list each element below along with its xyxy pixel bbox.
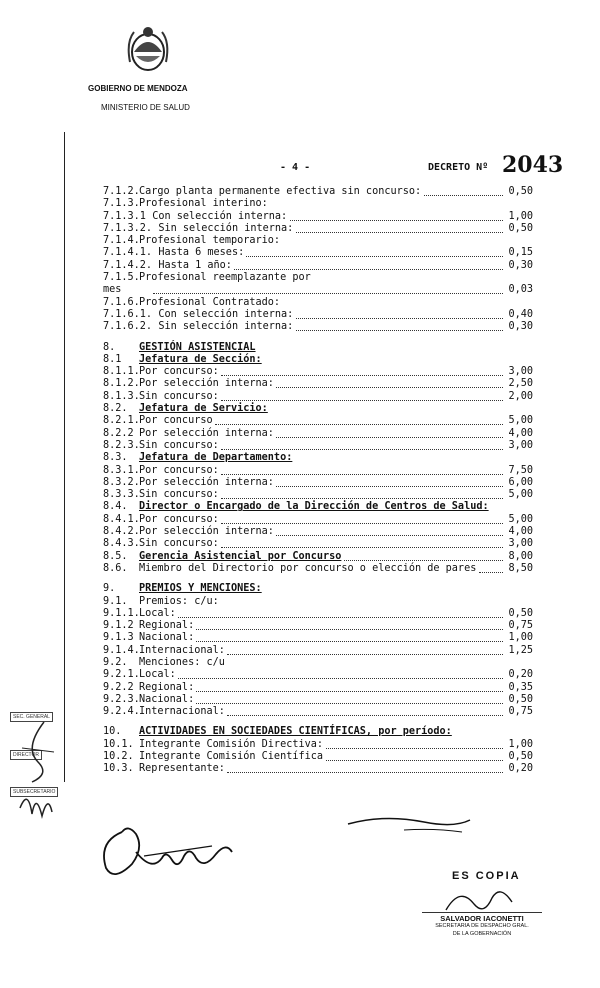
item-text: Profesional interino: xyxy=(139,198,268,210)
table-row xyxy=(103,669,533,681)
table-row xyxy=(103,235,533,247)
copy-signer-title: SECRETARIA DE DESPACHO GRAL. xyxy=(435,923,529,929)
item-code: 7.1.6. xyxy=(103,296,140,308)
item-score: 0,50 xyxy=(508,751,533,763)
table-row xyxy=(103,284,533,296)
item-score: 0,20 xyxy=(508,763,533,775)
margin-initials-signature xyxy=(14,718,60,828)
dot-leader xyxy=(196,629,503,630)
item-text: Integrante Comisión Directiva: xyxy=(139,738,324,750)
item-score: 1,00 xyxy=(508,210,533,222)
table-row xyxy=(103,645,533,657)
item-text: GESTIÓN ASISTENCIAL xyxy=(139,341,256,353)
item-score: 0,30 xyxy=(508,259,533,271)
item-code: 10.1. xyxy=(103,738,134,750)
dot-leader xyxy=(221,400,503,401)
item-text: Por concurso: xyxy=(139,366,219,378)
table-row xyxy=(103,440,533,452)
item-score: 3,00 xyxy=(508,366,533,378)
item-code: 10. xyxy=(103,726,122,738)
item-text: Cargo planta permanente efectiva sin concurso: xyxy=(139,186,422,197)
table-row xyxy=(103,706,533,718)
item-code: 9.1.3 xyxy=(103,632,134,644)
table-row xyxy=(103,489,533,501)
item-text: Por selección interna: xyxy=(139,526,274,538)
table-row xyxy=(103,403,533,415)
item-text: mes xyxy=(103,284,122,296)
item-code: 9.2.3. xyxy=(103,693,140,705)
item-text: Local: xyxy=(139,669,176,681)
table-row xyxy=(103,354,533,366)
item-text: Por concurso xyxy=(139,415,213,427)
table-row xyxy=(103,452,533,464)
item-text: Premios: c/u: xyxy=(139,595,219,607)
item-text: Sin concurso: xyxy=(139,489,219,501)
item-text: Internacional: xyxy=(139,706,225,718)
item-text: Local: xyxy=(139,607,176,619)
item-score: 0,50 xyxy=(508,222,533,234)
item-code: 8. xyxy=(103,341,116,353)
item-code: 8.5. xyxy=(103,550,128,562)
dot-leader xyxy=(196,641,503,642)
item-code: 8.3. xyxy=(103,452,128,464)
table-row xyxy=(103,198,533,210)
item-score: 0,75 xyxy=(508,706,533,718)
item-text: Jefatura de Departamento: xyxy=(139,452,293,464)
dot-leader xyxy=(178,617,503,618)
item-text: Gerencia Asistencial por Concurso xyxy=(139,550,342,562)
item-code: 7.1.4.1. xyxy=(103,247,153,259)
handwritten-signature-copia xyxy=(440,880,520,916)
item-code: 8.1.2. xyxy=(103,378,140,390)
item-code: 7.1.3.2. xyxy=(103,222,153,234)
item-text: Representante: xyxy=(139,763,225,775)
item-score: 3,00 xyxy=(508,538,533,550)
item-text: Profesional temporario: xyxy=(139,235,281,247)
decreto-number: 2043 xyxy=(502,152,564,178)
dot-leader xyxy=(276,535,503,536)
scoring-table xyxy=(103,186,533,776)
item-score: 5,00 xyxy=(508,513,533,525)
dot-leader xyxy=(479,572,503,573)
item-code: 10.2. xyxy=(103,751,134,763)
table-row xyxy=(103,682,533,694)
table-row xyxy=(103,694,533,706)
table-row xyxy=(103,501,533,513)
dot-leader xyxy=(296,232,503,233)
item-score: 8,50 xyxy=(508,562,533,574)
handwritten-signature-left xyxy=(92,812,242,892)
item-text: Integrante Comisión Científica xyxy=(139,751,324,763)
table-row xyxy=(103,538,533,550)
item-text: Sin concurso: xyxy=(139,390,219,402)
item-code: 7.1.5. xyxy=(103,272,140,284)
item-code: 8.3.3. xyxy=(103,489,140,501)
table-row xyxy=(103,657,533,669)
item-code: 9.1.1. xyxy=(103,607,140,619)
item-code: 9.1. xyxy=(103,595,128,607)
table-row xyxy=(103,632,533,644)
dot-leader xyxy=(276,486,503,487)
item-text: Sin concurso: xyxy=(139,439,219,451)
item-text: Jefatura de Servicio: xyxy=(139,403,268,415)
item-code: 9.2.4. xyxy=(103,706,140,718)
table-row xyxy=(103,428,533,440)
item-code: 9.2.2 xyxy=(103,681,134,693)
item-code: 8.1.3. xyxy=(103,390,140,402)
table-row xyxy=(103,247,533,259)
item-text: Internacional: xyxy=(139,644,225,656)
table-row xyxy=(103,186,533,198)
item-score: 5,00 xyxy=(508,415,533,427)
table-row xyxy=(103,739,533,751)
item-code: 7.1.3.1 xyxy=(103,210,146,222)
dot-leader xyxy=(196,691,503,692)
item-code: 7.1.4. xyxy=(103,235,140,247)
table-row xyxy=(103,223,533,235)
item-text: Sin concurso: xyxy=(139,538,219,550)
stamp-sec-general: SEC. GENERAL xyxy=(10,712,53,722)
item-text: Por concurso: xyxy=(139,464,219,476)
item-score: 3,00 xyxy=(508,439,533,451)
table-row xyxy=(103,272,533,284)
table-row xyxy=(103,211,533,223)
item-score: 1,00 xyxy=(508,632,533,644)
table-row xyxy=(103,366,533,378)
table-row xyxy=(103,563,533,575)
org-name: GOBIERNO DE MENDOZA xyxy=(88,84,188,93)
item-score: 5,00 xyxy=(508,489,533,501)
table-row xyxy=(103,763,533,775)
item-code: 7.1.3. xyxy=(103,198,140,210)
item-score: 6,00 xyxy=(508,476,533,488)
item-text: Nacional: xyxy=(139,693,195,705)
item-code: 8.3.2. xyxy=(103,476,140,488)
item-score: 0,30 xyxy=(508,321,533,333)
dot-leader xyxy=(153,293,503,294)
item-score: 7,50 xyxy=(508,464,533,476)
item-code: 8.4.1. xyxy=(103,513,140,525)
dot-leader xyxy=(424,195,503,196)
item-text: Con selección interna: xyxy=(152,210,288,222)
dot-leader xyxy=(221,449,503,450)
item-score: 2,00 xyxy=(508,390,533,402)
item-score: 0,50 xyxy=(508,186,533,197)
item-code: 9.1.2 xyxy=(103,620,134,632)
copy-signer-name: SALVADOR IACONETTI xyxy=(422,912,542,923)
stamp-director: DIRECTOR xyxy=(10,750,42,760)
item-code: 8.4.2. xyxy=(103,526,140,538)
dot-leader xyxy=(221,547,503,548)
dot-leader xyxy=(296,318,503,319)
item-text: Nacional: xyxy=(139,632,195,644)
table-row xyxy=(103,596,533,608)
copy-signer-office: DE LA GOBERNACIÓN xyxy=(452,931,512,937)
dot-leader xyxy=(178,678,503,679)
item-code: 9.2. xyxy=(103,656,128,668)
item-code: 8.2. xyxy=(103,403,128,415)
table-row xyxy=(103,415,533,427)
item-code: 9.2.1. xyxy=(103,669,140,681)
item-code: 8.6. xyxy=(103,562,128,574)
item-code: 10.3. xyxy=(103,763,134,775)
item-text: Profesional Contratado: xyxy=(139,296,281,308)
item-code: 8.2.3. xyxy=(103,439,140,451)
item-score: 0,03 xyxy=(508,284,533,296)
table-row xyxy=(103,260,533,272)
dot-leader xyxy=(227,715,503,716)
item-score: 0,50 xyxy=(508,693,533,705)
item-score: 0,40 xyxy=(508,308,533,320)
table-row xyxy=(103,321,533,333)
item-score: 2,50 xyxy=(508,378,533,390)
item-score: 0,75 xyxy=(508,620,533,632)
table-row xyxy=(103,751,533,763)
item-code: 8.1.1. xyxy=(103,366,140,378)
dot-leader xyxy=(215,424,503,425)
item-code: 7.1.6.1. xyxy=(103,308,153,320)
item-code: 7.1.4.2. xyxy=(103,259,153,271)
table-row xyxy=(103,465,533,477)
page-number: - 4 - xyxy=(280,162,311,173)
table-row xyxy=(103,378,533,390)
item-code: 9.1.4. xyxy=(103,644,140,656)
item-text: Por concurso: xyxy=(139,513,219,525)
item-text: Por selección interna: xyxy=(139,427,274,439)
item-text: Hasta 1 año: xyxy=(158,259,232,271)
dot-leader xyxy=(326,748,504,749)
table-row xyxy=(103,551,533,563)
table-row xyxy=(103,620,533,632)
dot-leader xyxy=(296,330,503,331)
margin-line xyxy=(64,132,65,782)
item-text: Por selección interna: xyxy=(139,378,274,390)
dot-leader xyxy=(234,269,503,270)
item-text: Regional: xyxy=(139,681,195,693)
stamp-subsecretario: SUBSECRETARIO xyxy=(10,787,58,797)
table-row xyxy=(103,726,533,738)
item-score: 4,00 xyxy=(508,427,533,439)
item-text: Con selección interna: xyxy=(158,308,294,320)
dot-leader xyxy=(227,772,503,773)
dot-leader xyxy=(221,523,503,524)
item-code: 8.2.1. xyxy=(103,415,140,427)
coat-of-arms-seal xyxy=(124,22,172,78)
item-text: Regional: xyxy=(139,620,195,632)
table-row xyxy=(103,297,533,309)
item-score: 1,00 xyxy=(508,738,533,750)
item-score: 0,15 xyxy=(508,247,533,259)
item-score: 0,35 xyxy=(508,681,533,693)
item-code: 8.1 xyxy=(103,353,122,365)
dot-leader xyxy=(221,498,503,499)
dot-leader xyxy=(276,437,503,438)
item-text: Miembro del Directorio por concurso o elección de pares xyxy=(139,562,477,574)
item-text: Menciones: c/u xyxy=(139,656,225,668)
item-text: Sin selección interna: xyxy=(158,321,294,333)
dot-leader xyxy=(221,474,503,475)
item-score: 1,25 xyxy=(508,644,533,656)
item-code: 8.2.2 xyxy=(103,427,134,439)
item-text: Por selección interna: xyxy=(139,476,274,488)
item-text: Profesional reemplazante por xyxy=(139,272,311,284)
item-code: 7.1.6.2. xyxy=(103,321,153,333)
item-score: 8,00 xyxy=(508,550,533,562)
item-text: Director o Encargado de la Dirección de Centros de Salud: xyxy=(139,501,489,513)
table-row xyxy=(103,608,533,620)
item-text: PREMIOS Y MENCIONES: xyxy=(139,583,262,595)
ministry-name: MINISTERIO DE SALUD xyxy=(101,103,190,112)
handwritten-signature-right xyxy=(344,808,474,838)
item-score: 0,50 xyxy=(508,607,533,619)
dot-leader xyxy=(344,560,503,561)
item-code: 8.4.3. xyxy=(103,538,140,550)
item-text: ACTIVIDADES EN SOCIEDADES CIENTÍFICAS, por período: xyxy=(139,726,452,738)
item-score: 4,00 xyxy=(508,526,533,538)
table-row xyxy=(103,391,533,403)
item-code: 8.4. xyxy=(103,501,128,513)
copy-stamp-label: ES COPIA xyxy=(452,870,521,882)
table-row xyxy=(103,477,533,489)
table-row xyxy=(103,342,533,354)
dot-leader xyxy=(276,387,503,388)
item-code: 7.1.2. xyxy=(103,186,140,197)
dot-leader xyxy=(196,703,503,704)
table-row xyxy=(103,583,533,595)
dot-leader xyxy=(326,760,504,761)
item-text: Hasta 6 meses: xyxy=(158,247,245,259)
dot-leader xyxy=(290,220,504,221)
table-row xyxy=(103,309,533,321)
item-text: Jefatura de Sección: xyxy=(139,353,262,365)
table-row xyxy=(103,526,533,538)
item-text: Sin selección interna: xyxy=(158,222,294,234)
decreto-label: DECRETO Nº xyxy=(428,162,489,173)
item-code: 8.3.1. xyxy=(103,464,140,476)
table-row xyxy=(103,514,533,526)
dot-leader xyxy=(246,256,503,257)
dot-leader xyxy=(221,375,503,376)
dot-leader xyxy=(227,654,503,655)
item-code: 9. xyxy=(103,583,116,595)
item-score: 0,20 xyxy=(508,669,533,681)
